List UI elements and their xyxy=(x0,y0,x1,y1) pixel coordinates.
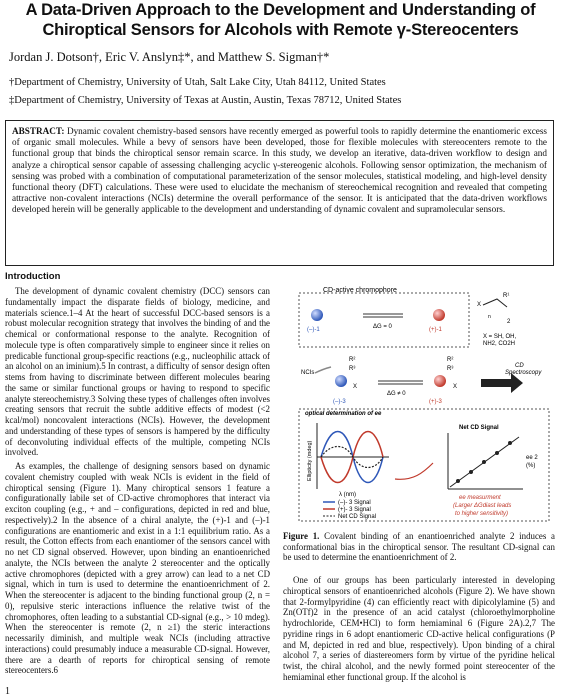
intro-paragraph-2: As examples, the challenge of designing sensors based on dynamic covalent chemistry coupled with weak NCIs is evident in the field of chiroptical sensing (Figure 1). Many chiroptical sensors 1 feature a configurationally labile set of CD-active chromophores that interact via exciton coupling (e.g., + and – configurations, depicted in red and blue, respectively).2 In the absence of a chiral analyte, the (+)-1 and (–)-1 configurations are enantiomeric and exist in a 1:1 equilibrium ratio. As a result, the Cotton effects from each enantiomer of the sensors cancel with no net CD signal observed. However, upon binding an enantioenriched analyte, the NCIs between the analyte 2 stereocenter and the optically active chromophores (depicted with a grey arrow) can lead to a net CD signal, which in turn is used to determine the enantioenrichment of 2. When the stereocenter is adjacent to the binding functional group (2, n = 0), repulsive steric interactions influence the relative twist of the chromophores, often leading to a substantial CD-signal (e.g., > 10 mdeg). When the stereocenter is remote (2, n ≥1) the steric interactions necessarily diminish, and multiple weak NCIs (including attractive interactions) could presumably induce a measurable CD-signal. However, there are a dearth of reports for chiroptical sensing of remote stereocenters.6 xyxy=(5,461,270,676)
svg-text:X: X xyxy=(353,384,358,390)
minus-3-label: (–)-3 xyxy=(333,399,346,405)
author-list: Jordan J. Dotson†, Eric V. Anslyn‡*, and Matthew S. Sigman†* xyxy=(9,50,330,64)
figure-1 xyxy=(283,283,555,526)
intro-paragraph-1: The development of dynamic covalent chemistry (DCC) sensors can fundamentally impact the disparate fields of biology, medicine, and materials science.1–4 At the heart of successful DCC-based sensors is a robust molecular recognition strategy that involves the binding of and the chemical or conformational response to the analyte. Recognition of molecule type is often comparatively simple to engineer since it relies on predicable functional group-specific reactions (e.g., nucleophilic attack of an alcohol on an iminium).5 In contrast, a difficulty of sensor design often stems from having to discriminate between different molecules bearing the same or similar functional groups or having to respond to specific analyte stereochemistry.3 Solving these types of challenges often involves creating sensors that recruit the subtle additive effects of modest (<2 kcal/mol) noncovalent interactions (NCIs). However, the development and understanding of these types of sensors is hampered by the difficulty of deconvoluting individual effects of the multiple, competing NCIs involved. xyxy=(5,286,270,458)
optical-determination-box xyxy=(299,409,549,521)
title-line-2: Chiroptical Sensors for Alcohols with Remote γ-Stereocenters xyxy=(42,21,519,39)
legend-net: Net CD Signal xyxy=(338,514,377,520)
affiliation-texas: ‡Department of Chemistry, University of Texas at Austin, Austin, Texas 78712, United States xyxy=(9,95,402,106)
plus-1-label: (+)-1 xyxy=(429,327,442,333)
svg-text:X: X xyxy=(477,302,482,308)
x-def-2: NH2, CO2H xyxy=(483,341,516,347)
figure-1-graphic xyxy=(283,283,555,526)
legend-plus: (+)- 3 Signal xyxy=(338,507,371,513)
ncis-label: NCIs xyxy=(301,370,315,376)
svg-text:R²: R² xyxy=(349,357,356,363)
cd-arrow xyxy=(481,373,523,393)
ellipticity-label: Ellipticity (mdeg) xyxy=(307,440,313,481)
caption-label: Figure 1. xyxy=(283,531,320,541)
svg-text:R³: R³ xyxy=(447,366,454,372)
abstract-box xyxy=(5,120,554,266)
chromophore-box xyxy=(299,293,469,347)
analyte-structure xyxy=(483,299,507,307)
x-def-1: X = SH, OH, xyxy=(483,334,517,340)
abstract-text: Dynamic covalent chemistry-based sensors have recently emerged as powerful tools to rapidly determine the enantiomeric excess of organic small molecules. While a bevy of sensors have been developed, those for flexible molecules with stereocenters remote to the functional group that binds the chiroptical sensor remain scarce. In this study, we develop an iterative, data-driven workflow to design and analyze a chiroptical sensor capable of assessing challenging acyclic γ-stereogenic alcohols. Following sensor optimization, the mechanism of sensing was probed with a combination of computational parameterization of the sensor molecules, statistical modeling, and high-level density functional theory (DFT) calculations. These were used to elucidate the mechanism of stereochemical recognition and revealed that competing attractive non-covalent interactions (NCIs) determine the overall performance of the sensor. It is anticipated that the data-driven workflows developed herein will be generally applicable to the development and understanding of dynamic covalent and supramolecular sensors. xyxy=(12,126,547,215)
chromophore-label: CD-active chromophore xyxy=(323,287,397,294)
minus-sphere xyxy=(311,309,323,321)
svg-text:R¹: R¹ xyxy=(503,293,510,299)
section-heading: Introduction xyxy=(5,271,61,282)
ee2-unit: (%) xyxy=(526,463,536,469)
ee-meas-1: ee measurment xyxy=(459,495,501,501)
title-line-1: A Data-Driven Approach to the Development and Understanding of xyxy=(25,1,536,19)
svg-text:2: 2 xyxy=(507,319,511,325)
cd-spec-label-1: CD xyxy=(515,363,524,369)
legend-minus: (–)- 3 Signal xyxy=(338,500,371,506)
lambda-label: λ (nm) xyxy=(339,492,356,498)
svg-text:X: X xyxy=(453,384,458,390)
ee2-label: ee 2 xyxy=(526,455,538,461)
cd-spec-label-2: Spectroscopy xyxy=(505,370,542,376)
ee-meas-2: (Larger ΔGdiast leads xyxy=(453,503,512,509)
paper-title xyxy=(0,0,561,40)
abstract-label: ABSTRACT: xyxy=(12,126,65,136)
svg-text:n: n xyxy=(488,314,491,320)
affiliation-utah: †Department of Chemistry, University of Utah, Salt Lake City, Utah 84112, United States xyxy=(9,77,386,88)
svg-text:R³: R³ xyxy=(349,366,356,372)
page-number: 1 xyxy=(5,686,10,697)
right-column xyxy=(283,575,555,683)
caption-text: Covalent binding of an enantioenriched analyte 2 induces a conformational bias in the chiroptical sensor. The resultant CD-signal can be used to determine the enantioenrichment of 2. xyxy=(283,531,555,563)
plus-3-label: (+)-3 xyxy=(429,399,442,405)
left-column xyxy=(5,286,270,676)
svg-text:R²: R² xyxy=(447,357,454,363)
right-paragraph: One of our groups has been particularly interested in developing chiroptical sensors of enantioenriched alcohols (Figure 2). We have shown that 2-formylpyridine (4) can efficiently react with dipicolylamine (5) and Zn(OTf)2 in the presence of an acid catalyst (chloroethylmorpholine hydrochloride, CEM•HCl) to form hemiaminal 6 (Figure 2A).2,7 The pyridine rings in 6 adopt enantiomeric CD-active helical configurations (P and M, depicted in red and blue, respectively). Upon binding of a chiral alcohol 7, a series of diastereomers form by virtue of the pyridine helical twist, the chiral alcohol, and the newly formed point stereocenter of the hemiaminal ether functional group. If the alcohol is xyxy=(283,575,555,682)
ee-meas-3: to higher sensitivity) xyxy=(455,511,509,517)
net-cd-title: Net CD Signal xyxy=(459,425,499,431)
optical-det-label: optical determination of ee xyxy=(305,411,382,417)
plus-sphere xyxy=(433,309,445,321)
figure-1-caption xyxy=(283,531,555,563)
delta-g-zero: ΔG = 0 xyxy=(373,324,392,330)
delta-g-nonzero: ΔG ≠ 0 xyxy=(387,391,406,397)
minus-1-label: (–)-1 xyxy=(307,327,320,333)
